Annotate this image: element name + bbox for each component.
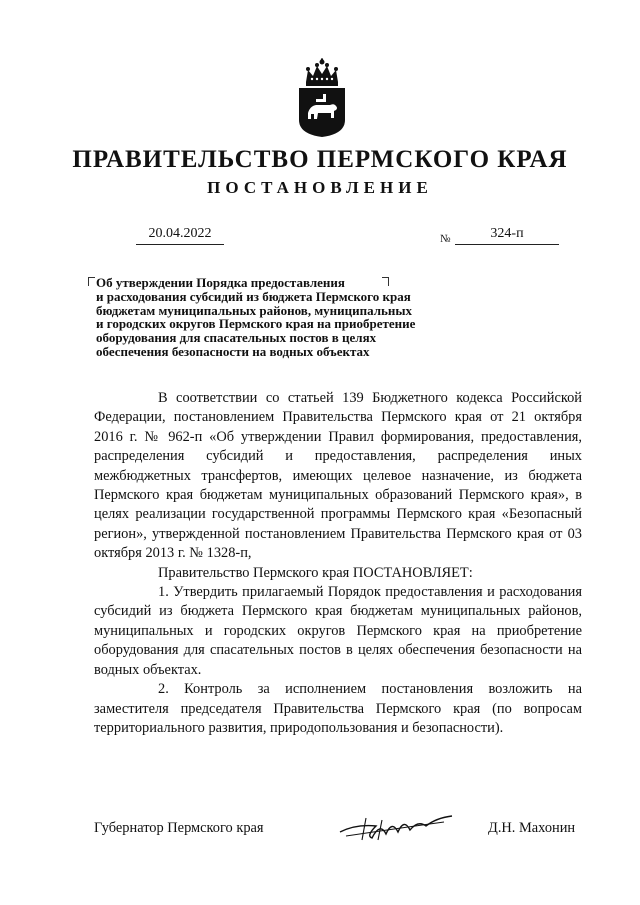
coat-of-arms-icon [296, 58, 348, 138]
document-date: 20.04.2022 [136, 226, 224, 245]
document-subject [96, 276, 496, 359]
government-title: ПРАВИТЕЛЬСТВО ПЕРМСКОГО КРАЯ [72, 146, 568, 173]
subject-line: Об утверждении Порядка предоставления [96, 275, 345, 290]
subject-bracket-left [88, 277, 95, 286]
number-sign: № [440, 233, 451, 245]
handwritten-signature [336, 808, 456, 848]
document-body [94, 389, 582, 738]
preamble-paragraph: В соответствии со статьей 139 Бюджетного кодекса Российской Федерации, постановлением Правительства Пермского края от 21 октября 2016 г. № 962-п «Об утверждении Правил формирования, предоставления, распределения субсидий и предоставления, распределения иных межбюджетных трансфертов, имеющих целевое назначение, из бюджета Пермского края бюджетам муниципальных образований Пермского края», в целях реализации государственной программы Пермского края «Безопасный регион», утвержденной постановлением Правительства Пермского края от 03 октября 2013 г. № 1328-п, [94, 390, 582, 562]
resolution-paragraph: Правительство Пермского края ПОСТАНОВЛЯЕТ: [158, 564, 473, 581]
subject-line: оборудования для спасательных постов в целях [96, 330, 377, 346]
subject-line: и расходования субсидий из бюджета Пермского края [96, 288, 411, 304]
clause-1-paragraph: 1. Утвердить прилагаемый Порядок предоставления и расходования субсидий из бюджета Пермского края бюджетам муниципальных районов, муниципальных и городских округов Пермского края на приобретение оборудования для спасательных постов в целях обеспечения безопасности на водных объектах. [94, 584, 582, 678]
subject-line: бюджетам муниципальных районов, муниципальных [96, 302, 413, 318]
document-type: ПОСТАНОВЛЕНИЕ [207, 178, 433, 197]
signatory-title: Губернатор Пермского края [94, 820, 264, 836]
signatory-name: Д.Н. Махонин [488, 820, 576, 836]
document-number: 324-п [455, 226, 559, 245]
clause-2-paragraph: 2. Контроль за исполнением постановления возложить на заместителя председателя Правительства Пермского края (по вопросам территориального развития, природопользования и безопасности). [94, 681, 582, 736]
subject-bracket-right [382, 277, 389, 286]
subject-line: и городских округов Пермского края на приобретение [96, 316, 416, 332]
subject-line: обеспечения безопасности на водных объектах [96, 343, 370, 359]
